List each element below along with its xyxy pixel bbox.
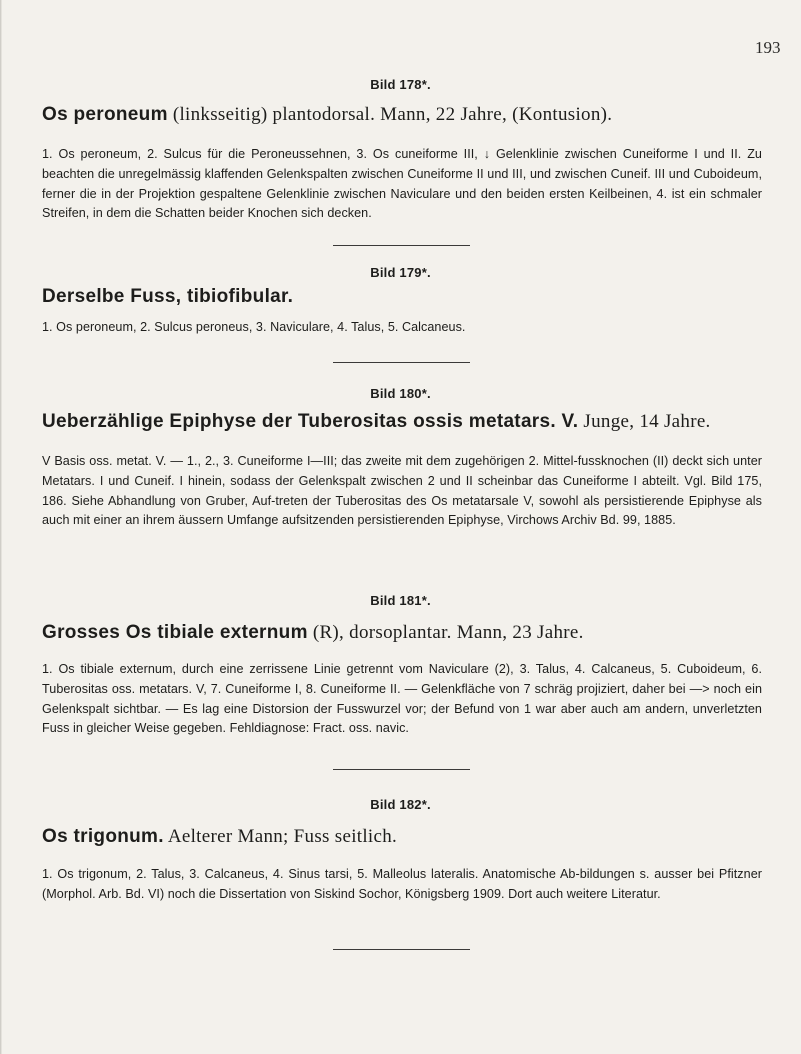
page-number: 193 (755, 38, 781, 57)
caption-text: 1. Os tibiale externum, durch eine zerrissene Linie getrennt vom Naviculare (2), 3. Talus, 4. Calcaneus, 5. Cuboideum, 6. Tuberositas oss. metatars. V, 7. Cuneiforme I, 8. Cuneiforme II. — Gelenkfläche von 7 schräg projiziert, daher bei —> noch ein Gelenkspalt sichtbar. — Es lag eine Distorsion der Fusswurzel vor; der Befund von 1 war aber auch am andern, unverletzten Fuss in gleicher Weise gegeben. Fehldiagnose: Fract. oss. navic. (42, 662, 762, 736)
section-heading (42, 286, 293, 308)
heading-bold: Grosses Os tibiale externum (42, 622, 308, 643)
section-heading (42, 104, 612, 126)
section-divider (333, 769, 470, 770)
caption-text: 1. Os peroneum, 2. Sulcus peroneus, 3. Naviculare, 4. Talus, 5. Calcaneus. (42, 320, 466, 334)
heading-bold: Derselbe Fuss, tibiofibular. (42, 286, 294, 307)
heading-bold: Ueberzählige Epiphyse der Tuberositas ossis metatars. V. (42, 411, 579, 432)
section-heading (42, 411, 711, 433)
caption-text: V Basis oss. metat. V. — 1., 2., 3. Cuneiforme I—III; das zweite mit dem zugehörigen 2. Mittel-fussknochen (II) deckt sich unter Metatars. I und Cuneif. I hinein, sodass der Gelenkspalt zwischen 2 und II scheinbar das Cuneiforme I abteilt. Vgl. Bild 175, 186. Siehe Abhandlung von Gruber, Auf-treten der Tuberositas des Os metatarsale V, sowohl als persistierende Epiphyse als auch mit einer an ihrem äussern Umfange aufsitzenden persistierenden Epiphyse, Virchows Archiv Bd. 99, 1885. (42, 454, 762, 528)
figure-label: Bild 178*. (370, 77, 431, 92)
caption-text: 1. Os trigonum, 2. Talus, 3. Calcaneus, 4. Sinus tarsi, 5. Malleolus lateralis. Anatomische Ab-bildungen s. ausser bei Pfitzner (Morphol. Arb. Bd. VI) noch die Dissertation von Siskind Sochor, Königsberg 1909. Dort auch weitere Literatur. (42, 867, 762, 901)
section-divider (333, 949, 470, 950)
heading-bold: Os peroneum (42, 104, 168, 125)
heading-rest: Junge, 14 Jahre. (578, 411, 711, 432)
caption-text: 1. Os peroneum, 2. Sulcus für die Peroneussehnen, 3. Os cuneiforme III, ↓ Gelenklinie zwischen Cuneiforme I und II. Zu beachten die unregelmässig klaffenden Gelenkspalten zwischen Cuneiforme II und III, und zwischen Cuneif. III und Cuboideum, ferner die in der Projektion gespaltene Gelenklinie zwischen Naviculare und den beiden ersten Keilbeinen, 4. ist ein schmaler Streifen, in dem die Schatten beider Knochen sich decken. (42, 147, 762, 221)
section-divider (333, 362, 470, 363)
heading-rest: (R), dorsoplantar. Mann, 23 Jahre. (307, 622, 584, 643)
heading-bold: Os trigonum. (42, 826, 164, 847)
figure-label: Bild 182*. (370, 797, 431, 812)
section-heading (42, 826, 397, 848)
figure-label: Bild 179*. (370, 265, 431, 280)
section-heading (42, 622, 584, 644)
scan-page-edge (0, 0, 2, 1054)
figure-label: Bild 181*. (370, 593, 431, 608)
heading-rest: Aelterer Mann; Fuss seitlich. (163, 826, 398, 847)
figure-label: Bild 180*. (370, 386, 431, 401)
heading-rest: (linksseitig) plantodorsal. Mann, 22 Jahre, (Kontusion). (167, 104, 613, 125)
section-divider (333, 245, 470, 246)
